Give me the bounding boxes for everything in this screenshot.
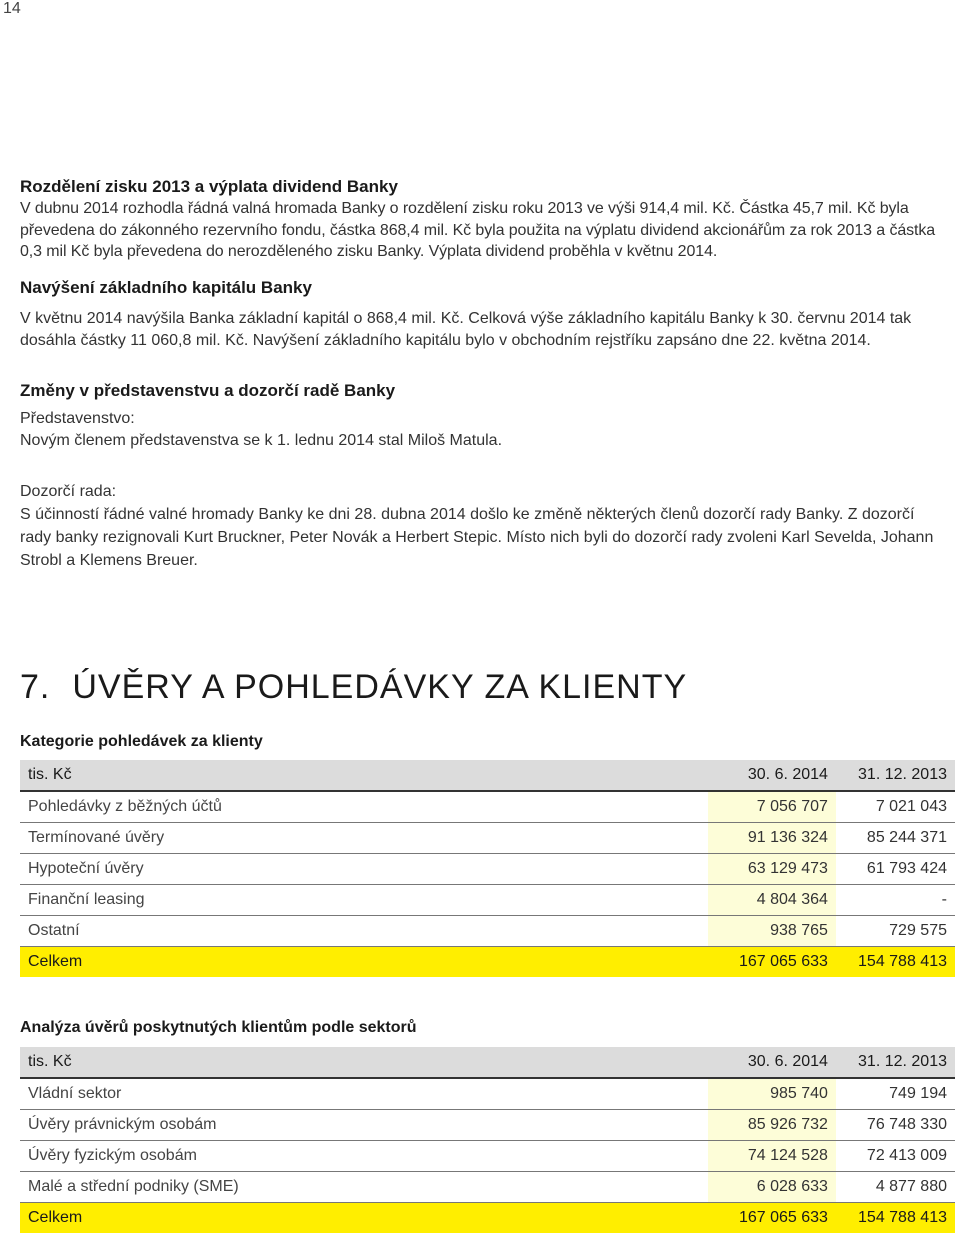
- table-row: [20, 823, 955, 854]
- row-value-current: 74 124 528: [708, 1141, 836, 1172]
- table-header-row: [20, 760, 955, 791]
- row-value-previous: 72 413 009: [836, 1141, 955, 1172]
- row-label: Pohledávky z běžných účtů: [20, 791, 708, 823]
- total-value-previous: 154 788 413: [836, 1203, 955, 1234]
- page-number: 14: [3, 0, 21, 17]
- row-label: Úvěry právnickým osobám: [20, 1110, 708, 1141]
- section-dividend: [20, 176, 948, 263]
- table-row: [20, 1141, 955, 1172]
- table-row: [20, 1078, 955, 1110]
- section-paragraph: V květnu 2014 navýšila Banka základní kapitál o 868,4 mil. Kč. Celková výše základního kapitálu Banky k 30. červnu 2014 tak dosáhla částky 11 060,8 mil. Kč. Navýšení základního kapitálu bylo v obchodním rejstříku zapsáno dne 22. května 2014.: [20, 309, 912, 349]
- row-value-previous: 749 194: [836, 1078, 955, 1110]
- supervisory-label: Dozorčí rada:: [20, 483, 117, 500]
- supervisory-text: S účinností řádné valné hromady Banky ke dni 28. dubna 2014 došlo ke změně některých členů dozorčí rady Banky. Z dozorčí rady banky rezignovali Kurt Bruckner, Peter Novák a Herbert Stepic. Místo nich byli do dozorčí rady zvoleni Karl Sevelda, Johann Strobl a Klemens Breuer.: [20, 505, 934, 569]
- table-total-row: [20, 947, 955, 978]
- row-value-previous: 61 793 424: [836, 854, 955, 885]
- row-value-current: 63 129 473: [708, 854, 836, 885]
- row-value-current: 6 028 633: [708, 1172, 836, 1203]
- header-date-previous: 31. 12. 2013: [836, 760, 955, 791]
- table-header-row: [20, 1047, 955, 1078]
- total-label: Celkem: [20, 1203, 708, 1234]
- row-value-previous: -: [836, 885, 955, 916]
- row-value-previous: 7 021 043: [836, 791, 955, 823]
- row-label: Hypoteční úvěry: [20, 854, 708, 885]
- row-label: Finanční leasing: [20, 885, 708, 916]
- table-row: [20, 854, 955, 885]
- total-label: Celkem: [20, 947, 708, 978]
- table-row: [20, 916, 955, 947]
- total-value-current: 167 065 633: [708, 1203, 836, 1234]
- total-value-previous: 154 788 413: [836, 947, 955, 978]
- table-sectors: [20, 1047, 955, 1233]
- table-row: [20, 885, 955, 916]
- board-label: Představenstvo:: [20, 409, 135, 427]
- header-date-current: 30. 6. 2014: [708, 1047, 836, 1078]
- row-label: Úvěry fyzickým osobám: [20, 1141, 708, 1172]
- section-heading: Navýšení základního kapitálu Banky: [20, 277, 312, 297]
- header-unit: tis. Kč: [20, 760, 708, 791]
- section-capital: [20, 277, 948, 352]
- table-sectors-title: Analýza úvěrů poskytnutých klientům podle sektorů: [20, 1019, 417, 1036]
- table-categories: [20, 760, 955, 977]
- chapter-title-text: ÚVĚRY A POHLEDÁVKY ZA KLIENTY: [72, 668, 688, 706]
- row-label: Vládní sektor: [20, 1078, 708, 1110]
- row-value-previous: 4 877 880: [836, 1172, 955, 1203]
- table-row: [20, 1172, 955, 1203]
- row-value-current: 7 056 707: [708, 791, 836, 823]
- row-value-previous: 76 748 330: [836, 1110, 955, 1141]
- row-value-current: 91 136 324: [708, 823, 836, 854]
- header-date-current: 30. 6. 2014: [708, 760, 836, 791]
- board-text: Novým členem představenstva se k 1. lednu 2014 stal Miloš Matula.: [20, 432, 503, 449]
- row-value-current: 4 804 364: [708, 885, 836, 916]
- row-value-current: 938 765: [708, 916, 836, 947]
- chapter-title: [20, 668, 687, 707]
- total-value-current: 167 065 633: [708, 947, 836, 978]
- table-categories-title: Kategorie pohledávek za klienty: [20, 733, 263, 750]
- table-row: [20, 1110, 955, 1141]
- header-unit: tis. Kč: [20, 1047, 708, 1078]
- chapter-number: 7.: [20, 668, 51, 706]
- row-label: Malé a střední podniky (SME): [20, 1172, 708, 1203]
- section-heading: Rozdělení zisku 2013 a výplata dividend Banky: [20, 177, 398, 196]
- section-paragraph: V dubnu 2014 rozhodla řádná valná hromada Banky o rozdělení zisku roku 2013 ve výši 914,4 mil. Kč. Částka 45,7 mil. Kč byla převedena do zákonného rezervního fondu, částka 868,4 mil. Kč byla použita na výplatu dividend akcionářům za rok 2013 a částka 0,3 mil Kč byla převedena do nerozděleného zisku Banky. Výplata dividend proběhla v květnu 2014.: [20, 200, 936, 260]
- row-value-previous: 85 244 371: [836, 823, 955, 854]
- section-board: [20, 380, 948, 572]
- text-content: [20, 176, 948, 572]
- row-value-previous: 729 575: [836, 916, 955, 947]
- row-label: Ostatní: [20, 916, 708, 947]
- table-total-row: [20, 1203, 955, 1234]
- section-heading: Změny v představenstvu a dozorčí radě Banky: [20, 380, 396, 400]
- table-row: [20, 791, 955, 823]
- header-date-previous: 31. 12. 2013: [836, 1047, 955, 1078]
- row-value-current: 85 926 732: [708, 1110, 836, 1141]
- row-label: Termínované úvěry: [20, 823, 708, 854]
- row-value-current: 985 740: [708, 1078, 836, 1110]
